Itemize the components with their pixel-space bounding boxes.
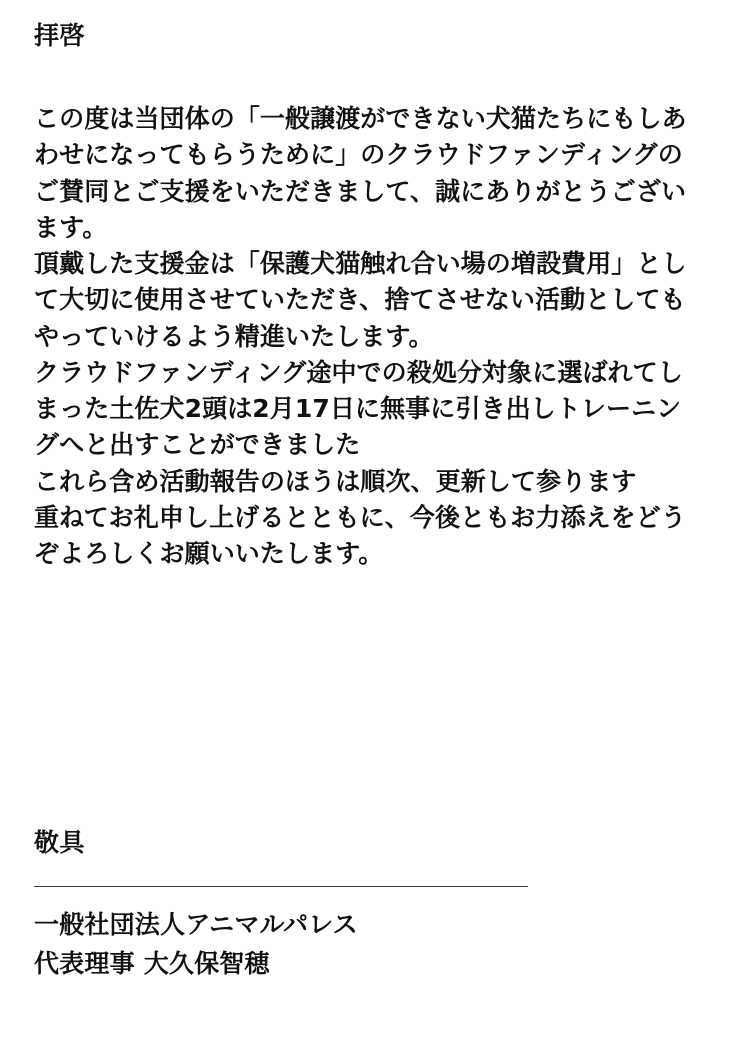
body-paragraph-4: クラウドファンディング途中での殺処分対象に選ばれてしまった土佐犬2頭は2月17日に無事に引き出しトレーニングへと出すことができました — [34, 357, 683, 460]
closing: 敬具 — [34, 828, 86, 857]
body-paragraph-1: この度は当団体の「一般譲渡ができない犬猫たちにもしあわせになってもらうために」のクラウドファンディングの — [34, 104, 687, 170]
body-paragraph-2: ご賛同とご支援をいただきまして、誠にありがとうございます。 — [34, 176, 687, 242]
body-paragraph-6: 重ねてお礼申し上げるとともに、今後ともお力添えをどうぞよろしくお願いいたします。 — [34, 502, 686, 568]
signature-organization: 一般社団法人アニマルパレス — [34, 910, 358, 939]
body-paragraph-3: 頂戴した支援金は「保護犬猫触れ合い場の増設費用」として大切に使用させていただき、捨てさせない活動としてもやっていけるよう精進いたします。 — [34, 249, 687, 351]
letter-body — [34, 101, 702, 572]
salutation: 拝啓 — [34, 21, 86, 50]
signature-divider — [34, 886, 528, 887]
signature-representative: 代表理事 大久保智穂 — [34, 948, 270, 978]
signature-block — [34, 906, 358, 984]
body-paragraph-5: これら含め活動報告のほうは順次、更新して参ります — [34, 466, 637, 496]
